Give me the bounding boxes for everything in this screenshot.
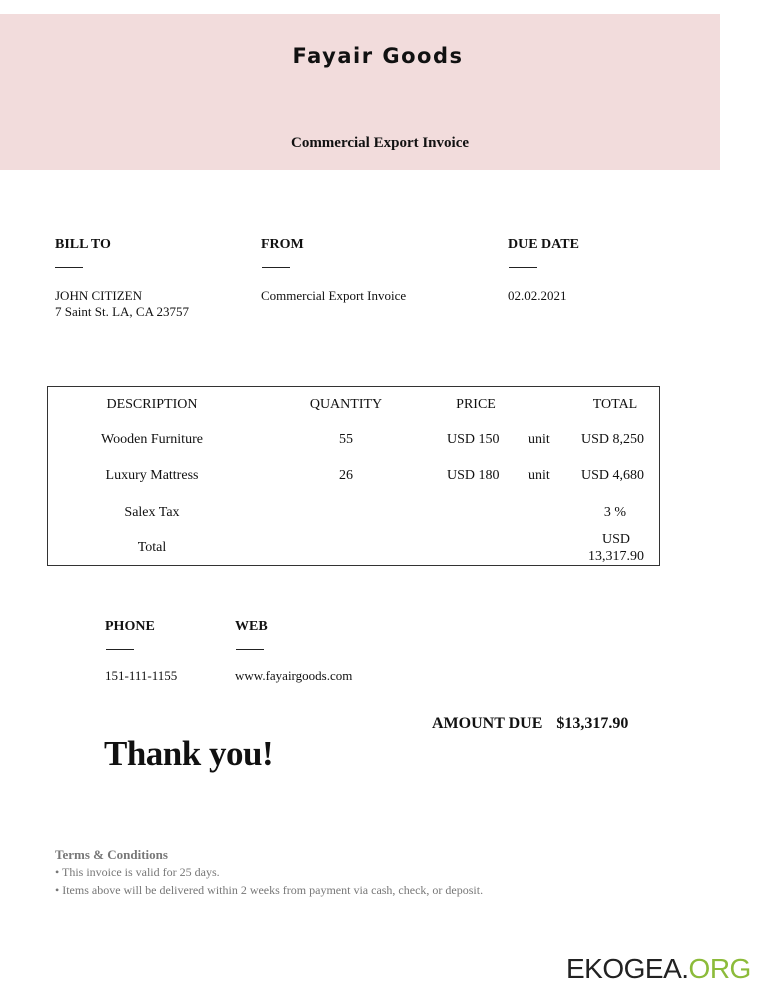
web-value: www.fayairgoods.com <box>235 668 353 683</box>
due-date-value: 02.02.2021 <box>508 288 567 303</box>
company-name: Fayair Goods <box>292 44 464 68</box>
phone-value: 151-111-1155 <box>105 668 178 683</box>
amount-due-label: AMOUNT DUE <box>432 715 543 732</box>
row-2-quantity: 26 <box>339 468 353 483</box>
total-label: Total <box>137 540 167 555</box>
row-2-total: USD 4,680 <box>581 468 645 483</box>
document-title: Commercial Export Invoice <box>290 135 470 151</box>
watermark-logo <box>566 953 751 985</box>
terms-line-1: • This invoice is valid for 25 days. <box>55 865 220 879</box>
bill-to-divider <box>55 267 83 268</box>
row-1-unit: unit <box>528 432 550 447</box>
from-divider <box>262 267 290 268</box>
amount-due <box>432 715 628 733</box>
terms-line-2: • Items above will be delivered within 2 weeks from payment via cash, check, or deposit. <box>55 883 484 897</box>
web-label: WEB <box>235 619 268 634</box>
phone-label: PHONE <box>105 619 155 634</box>
row-1-total: USD 8,250 <box>581 432 645 447</box>
web-divider <box>236 649 264 650</box>
bill-to-name: JOHN CITIZEN <box>55 288 143 303</box>
row-1-description: Wooden Furniture <box>101 432 203 447</box>
total-value: 13,317.90 <box>588 549 644 564</box>
due-date-label: DUE DATE <box>508 237 579 252</box>
header-quantity: QUANTITY <box>309 397 383 412</box>
from-label: FROM <box>261 237 304 252</box>
row-2-unit: unit <box>528 468 550 483</box>
watermark-main: EKOGEA. <box>566 953 689 984</box>
header-total: TOTAL <box>592 397 638 412</box>
row-2-price: USD 180 <box>447 468 500 483</box>
bill-to-label: BILL TO <box>55 237 111 252</box>
header-description: DESCRIPTION <box>106 397 198 412</box>
terms-title: Terms & Conditions <box>55 847 168 862</box>
row-1-quantity: 55 <box>339 432 353 447</box>
phone-divider <box>106 649 134 650</box>
row-1-price: USD 150 <box>447 432 500 447</box>
amount-due-value: $13,317.90 <box>556 715 629 732</box>
from-value: Commercial Export Invoice <box>261 288 407 303</box>
thank-you-heading: Thank you! <box>104 734 274 773</box>
bill-to-address: 7 Saint St. LA, CA 23757 <box>55 304 189 319</box>
tax-value: 3 % <box>603 505 627 520</box>
row-2-description: Luxury Mattress <box>105 468 199 483</box>
total-currency: USD <box>601 532 630 547</box>
header-price: PRICE <box>456 397 496 412</box>
watermark-suffix: ORG <box>688 953 751 984</box>
due-date-divider <box>509 267 537 268</box>
tax-label: Salex Tax <box>124 505 180 520</box>
